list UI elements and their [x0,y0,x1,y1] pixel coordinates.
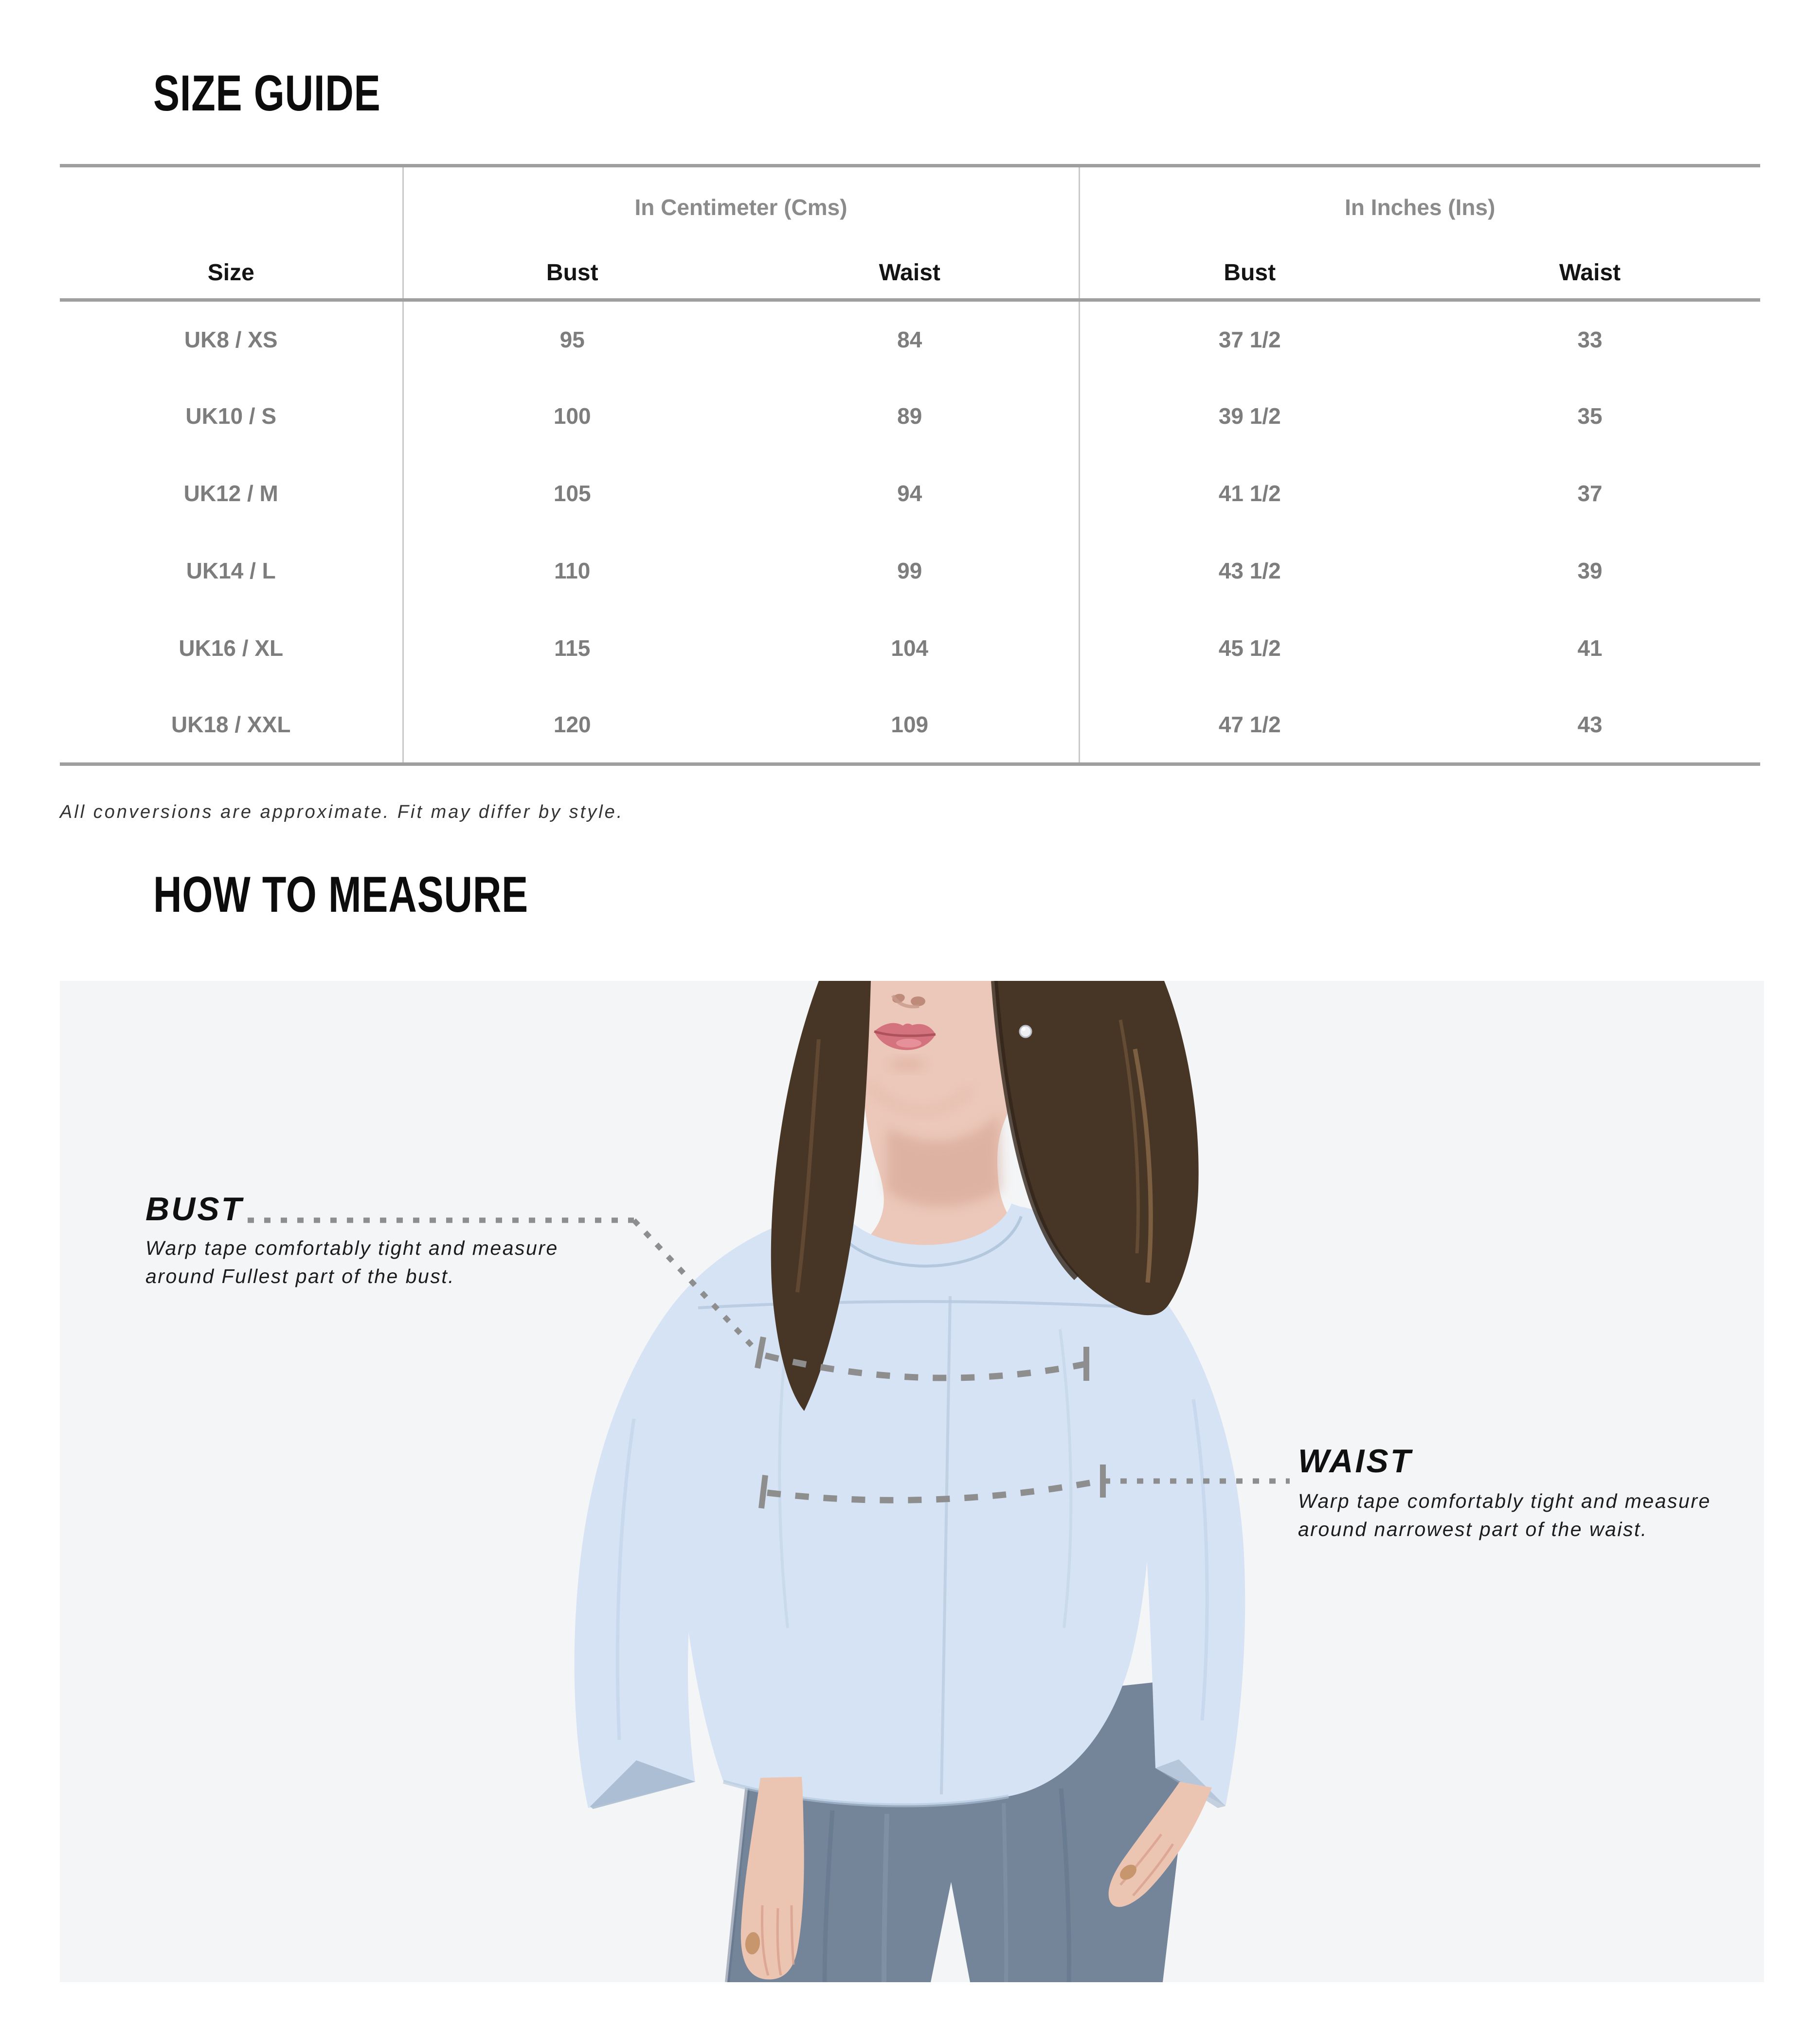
bust-description-line2: around Fullest part of the bust. [145,1265,455,1287]
size-cell: UK12 / M [183,481,278,506]
in-bust-cell: 47 1/2 [1079,687,1420,764]
cm-bust-cell: 105 [403,455,741,532]
size-cell: UK10 / S [185,403,277,429]
table-row [60,378,1760,455]
column-header-bust-cm: Bust [403,248,741,300]
in-waist-cell: 35 [1577,403,1603,429]
conversion-footnote: All conversions are approximate. Fit may differ by style. [60,802,624,822]
table-row [60,455,1760,532]
cm-bust-cell: 120 [403,687,741,764]
size-cell: UK14 / L [186,558,276,583]
cm-waist-cell: 89 [897,403,922,429]
waist-description-line1: Warp tape comfortably tight and measure [1298,1490,1711,1512]
how-to-measure-photo [60,981,1764,1982]
cm-waist-cell: 84 [897,326,922,352]
earring-stud [1020,1026,1031,1037]
cm-waist-cell: 94 [897,481,922,506]
table-row [60,687,1760,764]
in-bust-cell: 39 1/2 [1079,378,1420,455]
table-row [60,300,1760,378]
in-waist-cell: 37 [1577,481,1603,506]
bust-description-line1: Warp tape comfortably tight and measure [145,1237,559,1259]
cm-bust-cell: 100 [403,378,741,455]
in-waist-cell: 41 [1577,635,1603,661]
size-cell: UK8 / XS [184,326,278,352]
cm-bust-cell: 115 [403,610,741,687]
cm-bust-cell: 110 [403,532,741,610]
in-waist-cell: 43 [1577,712,1603,738]
cm-waist-cell: 99 [897,558,922,583]
unit-group-cm: In Centimeter (Cms) [403,166,1079,248]
column-header-row [60,248,1760,300]
size-cell: UK18 / XXL [171,712,291,738]
bust-description [145,1234,559,1290]
size-cell: UK16 / XL [179,635,284,661]
in-bust-cell: 37 1/2 [1079,300,1420,378]
in-bust-cell: 45 1/2 [1079,610,1420,687]
column-header-waist-cm: Waist [741,248,1079,300]
unit-group-inches: In Inches (Ins) [1079,166,1760,248]
in-waist-cell: 33 [1577,326,1603,352]
model-figure-illustration [60,981,1764,1982]
cm-bust-cell: 95 [403,300,741,378]
empty-header-cell [60,166,403,248]
column-header-size: Size [60,248,403,300]
size-chart-table [60,164,1760,766]
waist-description-line2: around narrowest part of the waist. [1298,1518,1648,1540]
how-to-measure-title: HOW TO MEASURE [153,867,529,923]
in-bust-cell: 41 1/2 [1079,455,1420,532]
cm-waist-cell: 109 [891,712,929,738]
in-bust-cell: 43 1/2 [1079,532,1420,610]
size-guide-title: SIZE GUIDE [153,65,381,122]
table-row [60,532,1760,610]
waist-description [1298,1487,1711,1543]
cm-waist-cell: 104 [891,635,929,661]
column-header-waist-in: Waist [1420,248,1760,300]
waist-label: WAIST [1298,1443,1413,1480]
table-row [60,610,1760,687]
column-header-bust-in: Bust [1079,248,1420,300]
in-waist-cell: 39 [1577,558,1603,583]
unit-group-header-row [60,166,1760,248]
bust-label: BUST [145,1191,244,1228]
